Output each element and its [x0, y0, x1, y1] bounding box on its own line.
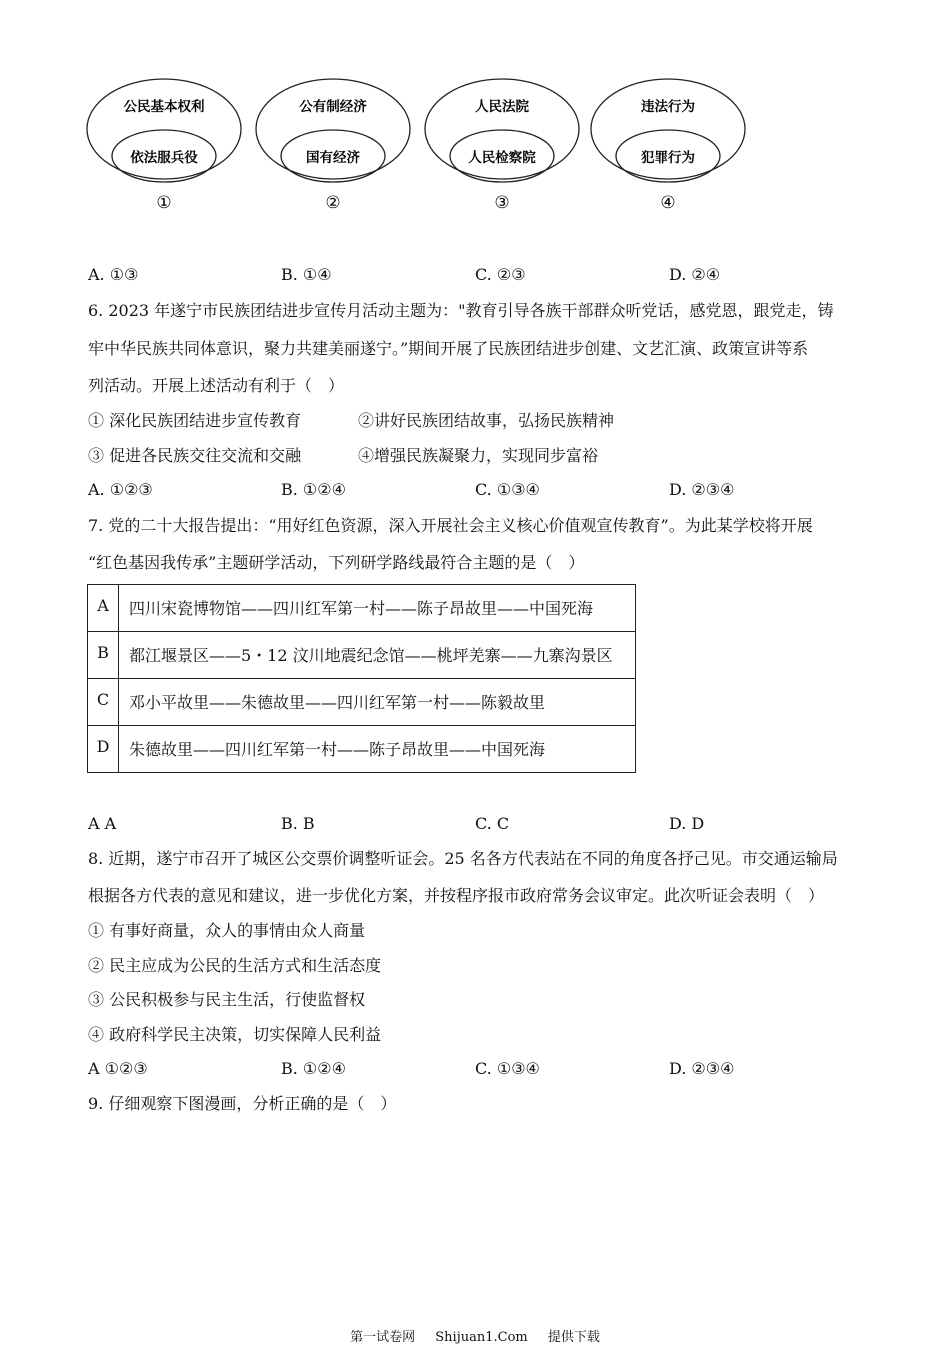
route-key: A	[88, 585, 119, 632]
q5-option-a[interactable]: A. ①③	[88, 265, 139, 284]
q8-stem-line-1: 8. 近期，遂宁市召开了城区公交票价调整听证会。25 名各方代表站在不同的角度各抒己见。市交通运输局	[88, 849, 838, 868]
q6-option-d[interactable]: D. ②③④	[669, 480, 735, 499]
diagram-item-1	[87, 79, 241, 213]
q8-option-b[interactable]: B. ①②④	[281, 1059, 346, 1078]
q8-statement-2: ② 民主应成为公民的生活方式和生活态度	[88, 956, 382, 975]
q6-stem-line-1: 6. 2023 年遂宁市民族团结进步宣传月活动主题为："教育引导各族干部群众听党话，感党恩，跟党走，铸	[88, 301, 834, 320]
q6-statement-3: ③ 促进各民族交往交流和交融	[88, 446, 302, 465]
table-row	[88, 585, 636, 632]
diagram-outer-label: 公民基本权利	[123, 99, 205, 115]
concept-diagram	[80, 78, 760, 218]
footer-note: 提供下载	[547, 1330, 600, 1345]
diagram-outer-label: 违法行为	[641, 99, 695, 115]
q7-option-c[interactable]: C. C	[475, 814, 510, 833]
diagram-outer-label: 公有制经济	[299, 99, 367, 115]
q6-statement-2: ②讲好民族团结故事，弘扬民族精神	[358, 411, 615, 430]
diagram-number: ③	[494, 193, 510, 213]
diagram-inner-label: 人民检察院	[468, 150, 536, 166]
q7-option-d[interactable]: D. D	[669, 814, 705, 833]
table-row	[88, 726, 636, 773]
footer-domain[interactable]: Shijuan1.Com	[435, 1330, 528, 1345]
q7-option-b[interactable]: B. B	[281, 814, 315, 833]
diagram-inner-label: 依法服兵役	[130, 150, 198, 166]
route-key: C	[88, 679, 119, 726]
q8-option-d[interactable]: D. ②③④	[669, 1059, 735, 1078]
route-key: B	[88, 632, 119, 679]
q8-statement-3: ③ 公民积极参与民主生活，行使监督权	[88, 990, 366, 1009]
q6-stem-line-2: 牢中华民族共同体意识，聚力共建美丽遂宁。”期间开展了民族团结进步创建、文艺汇演、政策宣讲等系	[88, 339, 809, 358]
q8-statement-1: ① 有事好商量，众人的事情由众人商量	[88, 921, 366, 940]
route-key: D	[88, 726, 119, 773]
diagram-item-3	[425, 79, 579, 213]
table-row	[88, 679, 636, 726]
footer-site: 第一试卷网	[350, 1330, 416, 1345]
q6-statement-1: ① 深化民族团结进步宣传教育	[88, 411, 302, 430]
q5-option-b[interactable]: B. ①④	[281, 265, 332, 284]
q8-option-c[interactable]: C. ①③④	[475, 1059, 540, 1078]
route-text: 朱德故里——四川红军第一村——陈子昂故里——中国死海	[119, 726, 636, 773]
q8-option-a[interactable]: A ①②③	[88, 1059, 148, 1078]
page-footer	[0, 1326, 950, 1345]
q6-stem-line-3: 列活动。开展上述活动有利于（ ）	[88, 376, 345, 395]
route-text: 邓小平故里——朱德故里——四川红军第一村——陈毅故里	[119, 679, 636, 726]
diagram-inner-label: 国有经济	[306, 150, 360, 166]
route-table	[87, 584, 636, 773]
q5-option-d[interactable]: D. ②④	[669, 265, 721, 284]
q8-statement-4: ④ 政府科学民主决策，切实保障人民利益	[88, 1025, 382, 1044]
diagram-item-4	[591, 79, 745, 213]
diagram-number: ①	[156, 193, 172, 213]
diagram-number: ④	[660, 193, 676, 213]
q6-option-c[interactable]: C. ①③④	[475, 480, 540, 499]
q7-option-a[interactable]: A A	[88, 814, 117, 833]
diagram-item-2	[256, 79, 410, 213]
q6-option-b[interactable]: B. ①②④	[281, 480, 346, 499]
route-text: 四川宋瓷博物馆——四川红军第一村——陈子昂故里——中国死海	[119, 585, 636, 632]
q6-statement-4: ④增强民族凝聚力，实现同步富裕	[358, 446, 599, 465]
q7-stem-line-1: 7. 党的二十大报告提出：“用好红色资源，深入开展社会主义核心价值观宣传教育”。为此某学校将开展	[88, 516, 813, 535]
q7-stem-line-2: “红色基因我传承”主题研学活动，下列研学路线最符合主题的是（ ）	[88, 553, 585, 572]
q9-stem: 9. 仔细观察下图漫画，分析正确的是（ ）	[88, 1094, 397, 1113]
table-row	[88, 632, 636, 679]
route-text: 都江堰景区——5・12 汶川地震纪念馆——桃坪羌寨——九寨沟景区	[119, 632, 636, 679]
diagram-outer-label: 人民法院	[475, 99, 529, 115]
q6-option-a[interactable]: A. ①②③	[88, 480, 153, 499]
diagram-inner-label: 犯罪行为	[641, 150, 695, 166]
q5-option-c[interactable]: C. ②③	[475, 265, 526, 284]
q8-stem-line-2: 根据各方代表的意见和建议，进一步优化方案，并按程序报市政府常务会议审定。此次听证会表明（ ）	[88, 886, 825, 905]
diagram-number: ②	[325, 193, 341, 213]
